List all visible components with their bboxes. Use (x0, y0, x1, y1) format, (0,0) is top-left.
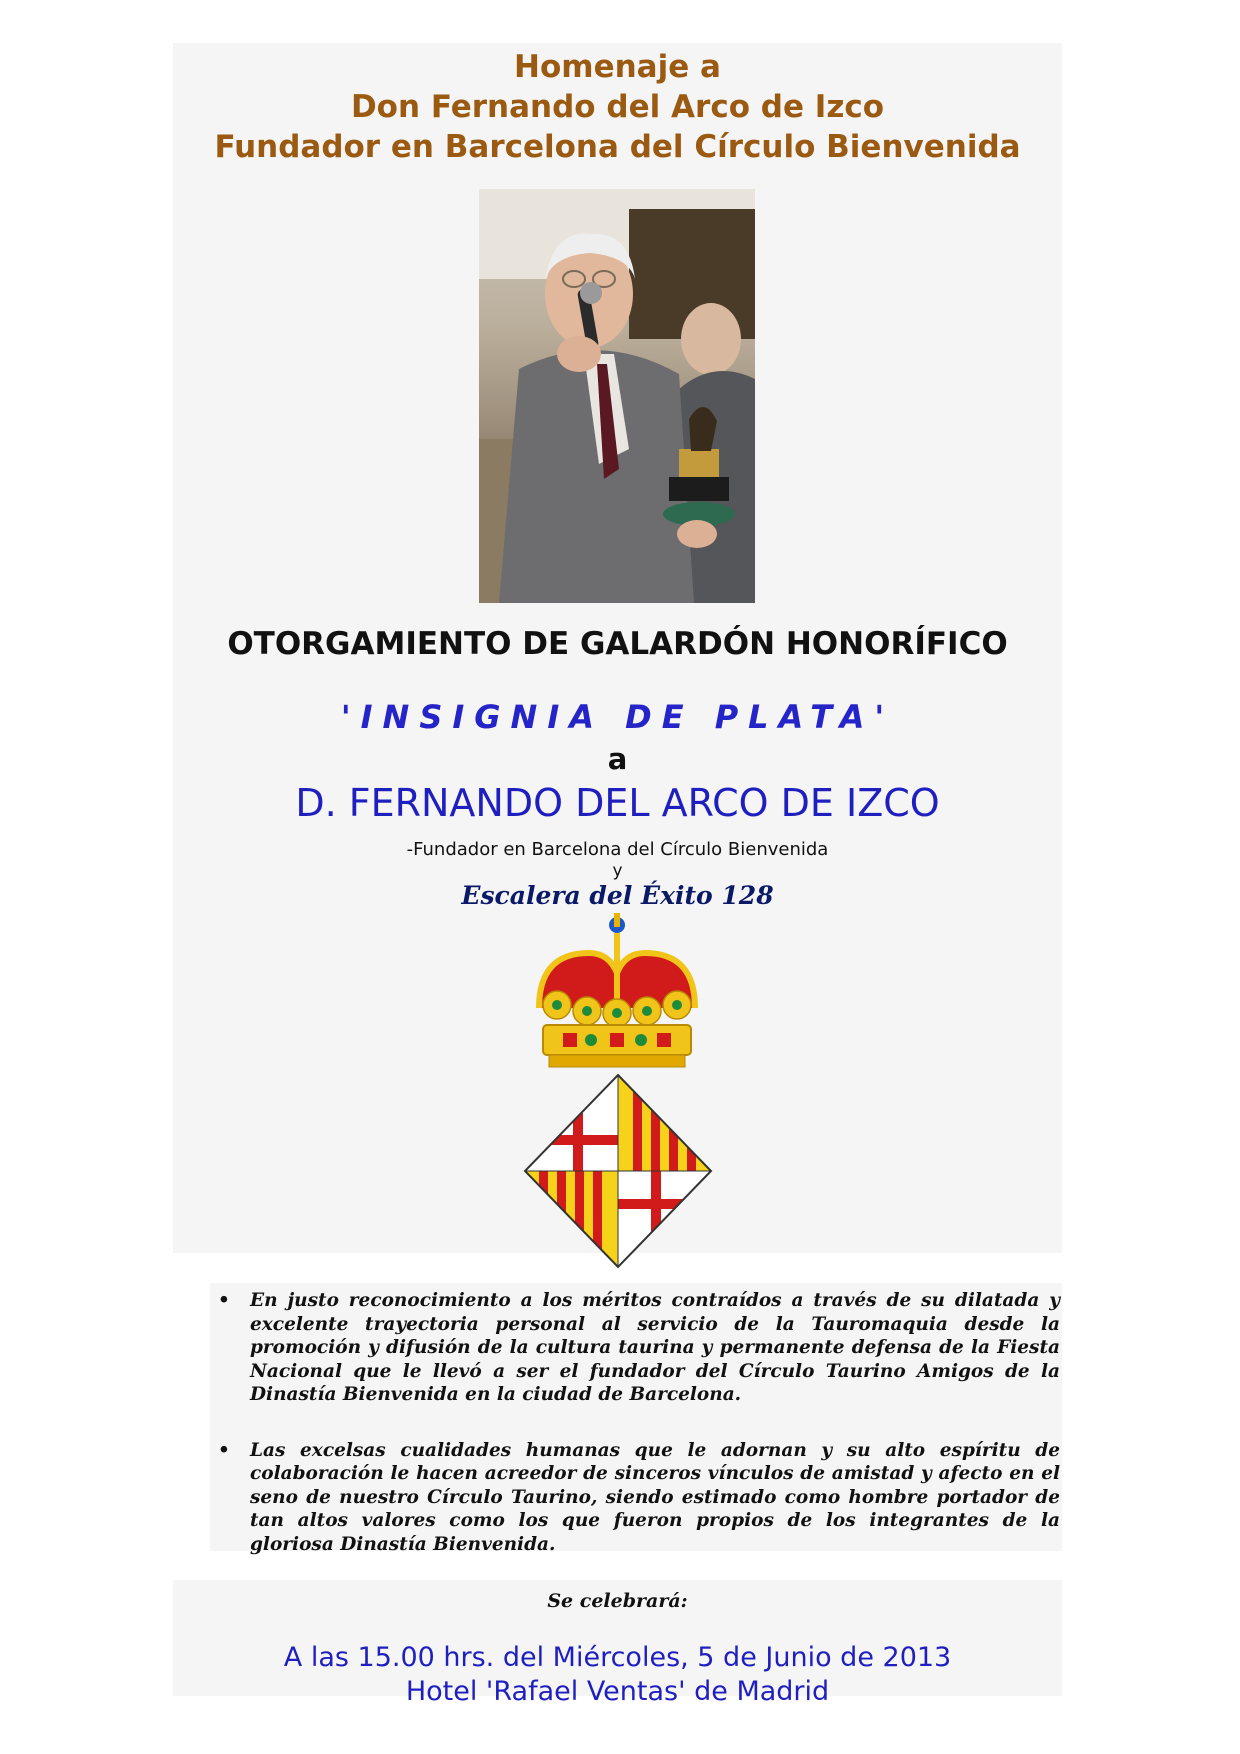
recipient-name: D. FERNANDO DEL ARCO DE IZCO (295, 781, 940, 825)
bullet-icon: • (218, 1439, 230, 1461)
heading-line-2: Don Fernando del Arco de Izco (350, 89, 885, 125)
merits-panel (210, 1283, 1062, 1555)
event-panel (173, 1580, 1062, 1707)
honoree-photo (479, 189, 755, 603)
list-item (210, 1289, 1062, 1407)
heading-line-3: Fundador en Barcelona del Círculo Bienvenida (214, 129, 1021, 165)
insignia-name: 'INSIGNIA DE PLATA' (340, 698, 895, 736)
bullet-icon: • (218, 1290, 230, 1311)
recipient-subtitle: -Fundador en Barcelona del Círculo Bienvenida (406, 839, 829, 860)
event-label: Se celebrará: (547, 1590, 688, 1612)
award-title: OTORGAMIENTO DE GALARDÓN HONORÍFICO (227, 626, 1008, 662)
honoree-photo-illustration (479, 189, 755, 603)
merit-text: Las excelsas cualidades humanas que le adornan y su alto espíritu de colaboración le hacen acreedor de sinceros vínculos de amistad y afecto en el seno de nuestro Círculo Taurino, siendo estimado como hombre portador de tan altos valores como los que fueron propios de los integrantes de la gloriosa Dinastía Bienvenida. (250, 1439, 1060, 1555)
event-date: A las 15.00 hrs. del Miércoles, 5 de Junio de 2013 (283, 1642, 952, 1673)
barcelona-coat-of-arms-icon (523, 1073, 713, 1269)
header-panel (173, 43, 1062, 1253)
merits-list (210, 1283, 1062, 1556)
connector-a: a (607, 742, 628, 776)
merit-text: En justo reconocimiento a los méritos contraídos a través de su dilatada y excelente trayectoria personal al servicio de la Tauromaquia desde la promoción y difusión de la cultura taurina y permanente defensa de la Fiesta Nacional que le llevó a ser el fundador del Círculo Taurino Amigos de la Dinastía Bienvenida en la ciudad de Barcelona. (250, 1290, 1060, 1405)
escalera-logo-text: Escalera del Éxito 128 (461, 881, 774, 910)
heading-line-1: Homenaje a (514, 49, 721, 85)
event-venue: Hotel 'Rafael Ventas' de Madrid (405, 1676, 830, 1707)
list-item (210, 1439, 1062, 1557)
connector-y: y (612, 861, 623, 881)
crown-icon (529, 913, 705, 1078)
